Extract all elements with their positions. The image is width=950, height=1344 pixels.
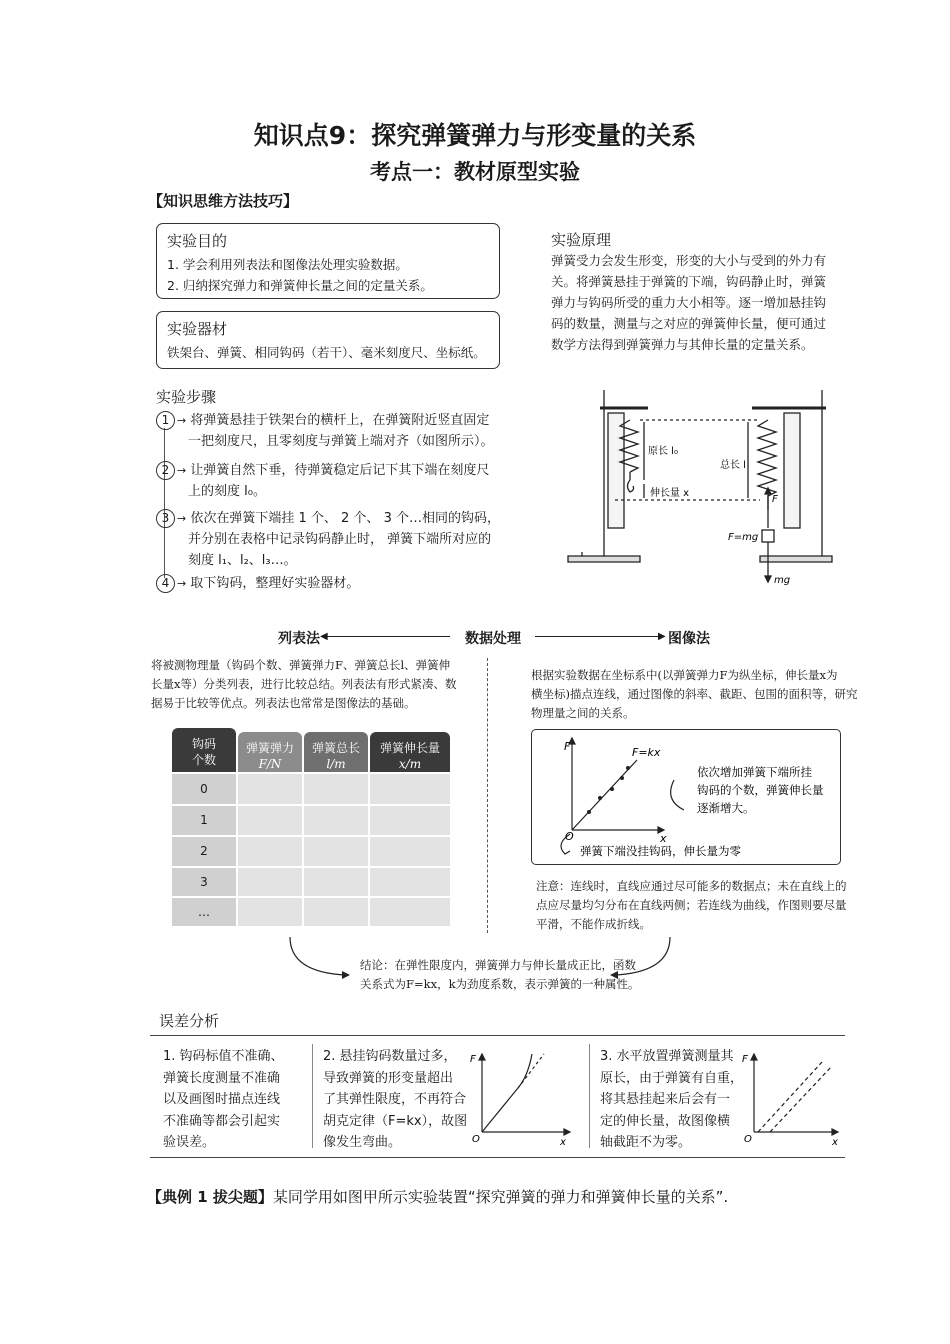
eq-label: F=kx	[632, 746, 661, 759]
step-item: 3 → 依次在弹簧下端挂 1 个、 2 个、 3 个…相同的钩码， 并分别在表格中记录钩码静止时， 弹簧下端所对应的 刻度 l₁、l₂、l₃…。	[156, 508, 500, 571]
attention-text	[536, 877, 856, 934]
error-heading: 误差分析	[159, 1012, 220, 1030]
graph-note: 逐渐增大。	[697, 801, 755, 815]
label-x: 伸长量 x	[650, 488, 690, 499]
list-method-line: 将被测物理量（钩码个数、弹簧弹力F、弹簧总长l、弹簧伸	[151, 658, 451, 672]
principle-line: 弹簧受力会发生形变，形变的大小与受到的外力有	[551, 253, 827, 268]
section-tag: 【知识思维方法技巧】	[148, 192, 299, 210]
label-l0: 原长 l₀	[648, 446, 678, 457]
error-graph-3	[740, 1048, 845, 1148]
step-item: 1 → 将弹簧悬挂于铁架台的横杆上，在弹簧附近竖直固定 一把刻度尺，且零刻度与弹簧上端对齐（如图所示）。	[156, 410, 494, 452]
label-l: 总长 l	[720, 460, 746, 471]
svg-text:F: F	[742, 1054, 748, 1065]
list-method-line: 长量x等）分类列表，进行比较总结。列表法有形式紧凑、数	[151, 677, 457, 691]
arrow-left	[325, 636, 450, 637]
list-method-label: 列表法	[278, 631, 320, 647]
principle-line: 关。将弹簧悬挂于弹簧的下端，钩码静止时，弹簧	[551, 274, 827, 289]
svg-text:O: O	[472, 1134, 480, 1145]
error-graph-2	[468, 1048, 580, 1148]
svg-text:F: F	[470, 1054, 476, 1065]
step-line: 取下钩码，整理好实验器材。	[190, 576, 360, 591]
apparatus-figure	[560, 380, 840, 590]
table-row: 2	[172, 837, 236, 866]
graph-method-line: 横坐标)描点连线，通过图像的斜率、截距、包围的面积等，研究	[531, 687, 858, 701]
example-line	[147, 1186, 728, 1207]
example-tag: 【典例 1 拔尖题】	[147, 1188, 273, 1206]
equipment-text: 铁架台、弹簧、相同钩码（若干）、毫米刻度尺、坐标纸。	[167, 345, 486, 360]
arrow-right	[535, 636, 660, 637]
step-number: 2	[156, 461, 175, 480]
principle-heading: 实验原理	[551, 231, 612, 249]
svg-text:O: O	[744, 1134, 752, 1145]
table-row: 3	[172, 868, 236, 896]
step-item: 2 → 让弹簧自然下垂，待弹簧稳定后记下其下端在刻度尺 上的刻度 l₀。	[156, 460, 489, 502]
list-method-text	[151, 656, 476, 713]
right-stand	[748, 390, 832, 582]
error-item-2: 2. 悬挂钩码数量过多， 导致弹簧的形变量超出 了其弹性限度，不再符合 胡克定律（F=kx），故图 像发生弯曲。	[323, 1049, 468, 1150]
label-mg: mg	[774, 575, 791, 586]
error-item-3: 3. 水平放置弹簧测量其 原长，由于弹簧有自重， 将其悬挂起来后会有一 定的伸长量，故图像横 轴截距不为零。	[600, 1049, 744, 1150]
error-top-rule	[150, 1035, 845, 1036]
zero-note: 弹簧下端没挂钩码，伸长量为零	[580, 844, 741, 858]
graph-method-line: 根据实验数据在坐标系中(以弹簧弹力F为纵坐标，伸长量x为	[531, 668, 838, 682]
attention-line: 注意：连线时，直线应通过尽可能多的数据点；未在直线上的	[536, 879, 847, 893]
step-line: 刻度 l₁、l₂、l₃…。	[188, 553, 297, 568]
error-bottom-rule	[150, 1157, 845, 1158]
page-title: 知识点9：探究弹簧弹力与形变量的关系	[253, 121, 697, 150]
origin: O	[565, 830, 574, 843]
table-header: 钩码 个数	[172, 728, 236, 772]
step-line: 并分别在表格中记录钩码静止时， 弹簧下端所对应的	[188, 532, 492, 547]
dashed-divider	[487, 658, 488, 933]
conclusion-text	[360, 956, 640, 994]
step-item: 4 → 取下钩码，整理好实验器材。	[156, 573, 359, 594]
conclusion-line: 结论：在弹性限度内，弹簧弹力与伸长量成正比，函数	[360, 958, 636, 972]
graph-box	[531, 729, 841, 865]
purpose-item: 2. 归纳探究弹力和弹簧伸长量之间的定量关系。	[167, 278, 433, 293]
fx-graph	[532, 730, 838, 862]
step-number: 1	[156, 411, 175, 430]
table-header: 弹簧伸长量 x/m	[370, 732, 450, 772]
step-line: 将弹簧悬挂于铁架台的横杆上，在弹簧附近竖直固定	[190, 413, 490, 428]
axis-x: x	[660, 832, 667, 845]
axis-F: F	[564, 740, 571, 753]
table-header: 弹簧总长 l/m	[304, 732, 368, 772]
list-method-line: 据易于比较等优点。列表法也常常是图像法的基础。	[151, 696, 416, 710]
equipment-heading: 实验器材	[167, 320, 228, 338]
step-line: 依次在弹簧下端挂 1 个、 2 个、 3 个…相同的钩码，	[190, 511, 500, 526]
data-processing-label: 数据处理	[465, 631, 521, 647]
graph-note: 钩码的个数，弹簧伸长量	[697, 783, 824, 797]
purpose-box	[156, 223, 500, 299]
step-line: 上的刻度 l₀。	[188, 484, 266, 499]
table-row: …	[172, 898, 236, 926]
graph-note: 依次增加弹簧下端所挂	[697, 765, 812, 779]
svg-text:x: x	[560, 1137, 566, 1148]
principle-line: 码的数量，测量与之对应的弹簧伸长量，便可通过	[551, 316, 827, 331]
page-subtitle: 考点一：教材原型实验	[370, 160, 580, 184]
label-Fmg: F=mg	[728, 532, 759, 543]
principle-text	[551, 250, 871, 355]
graph-method-text	[531, 666, 861, 723]
error-item-1: 1. 钩码标值不准确、 弹簧长度测量不准确 以及画图时描点连线 不准确等都会引起实 验误差。	[163, 1049, 284, 1150]
table-row: 0	[172, 774, 236, 804]
step-number: 4	[156, 574, 175, 593]
step-line: 让弹簧自然下垂，待弹簧稳定后记下其下端在刻度尺	[190, 463, 490, 478]
table-body	[238, 774, 450, 926]
step-line: 一把刻度尺，且零刻度与弹簧上端对齐（如图所示）。	[188, 434, 494, 449]
example-text: 某同学用如图甲所示实验装置“探究弹簧的弹力和弹簧伸长量的关系”.	[272, 1188, 729, 1206]
graph-method-line: 物理量之间的关系。	[531, 706, 635, 720]
principle-line: 弹力与钩码所受的重力大小相等。逐一增加悬挂钩	[551, 295, 827, 310]
purpose-item: 1. 学会利用列表法和图像法处理实验数据。	[167, 257, 408, 272]
purpose-heading: 实验目的	[167, 232, 228, 250]
label-F: F	[772, 494, 778, 505]
attention-line: 点应尽量均匀分布在直线两侧；若连线为曲线，作图则要尽量	[536, 898, 847, 912]
equipment-box	[156, 311, 500, 369]
steps-heading: 实验步骤	[156, 388, 217, 406]
step-number: 3	[156, 509, 175, 528]
svg-text:x: x	[832, 1137, 838, 1148]
principle-line: 数学方法得到弹簧弹力与其伸长量的定量关系。	[551, 337, 814, 352]
table-header: 弹簧弹力 F/N	[238, 732, 302, 772]
conclusion-line: 关系式为F=kx，k为劲度系数，表示弹簧的一种属性。	[360, 977, 640, 991]
graph-method-label: 图像法	[668, 631, 710, 647]
attention-line: 平滑，不能作成折线。	[536, 917, 651, 931]
data-table	[172, 728, 450, 926]
table-row: 1	[172, 806, 236, 835]
steps-list	[156, 410, 516, 595]
